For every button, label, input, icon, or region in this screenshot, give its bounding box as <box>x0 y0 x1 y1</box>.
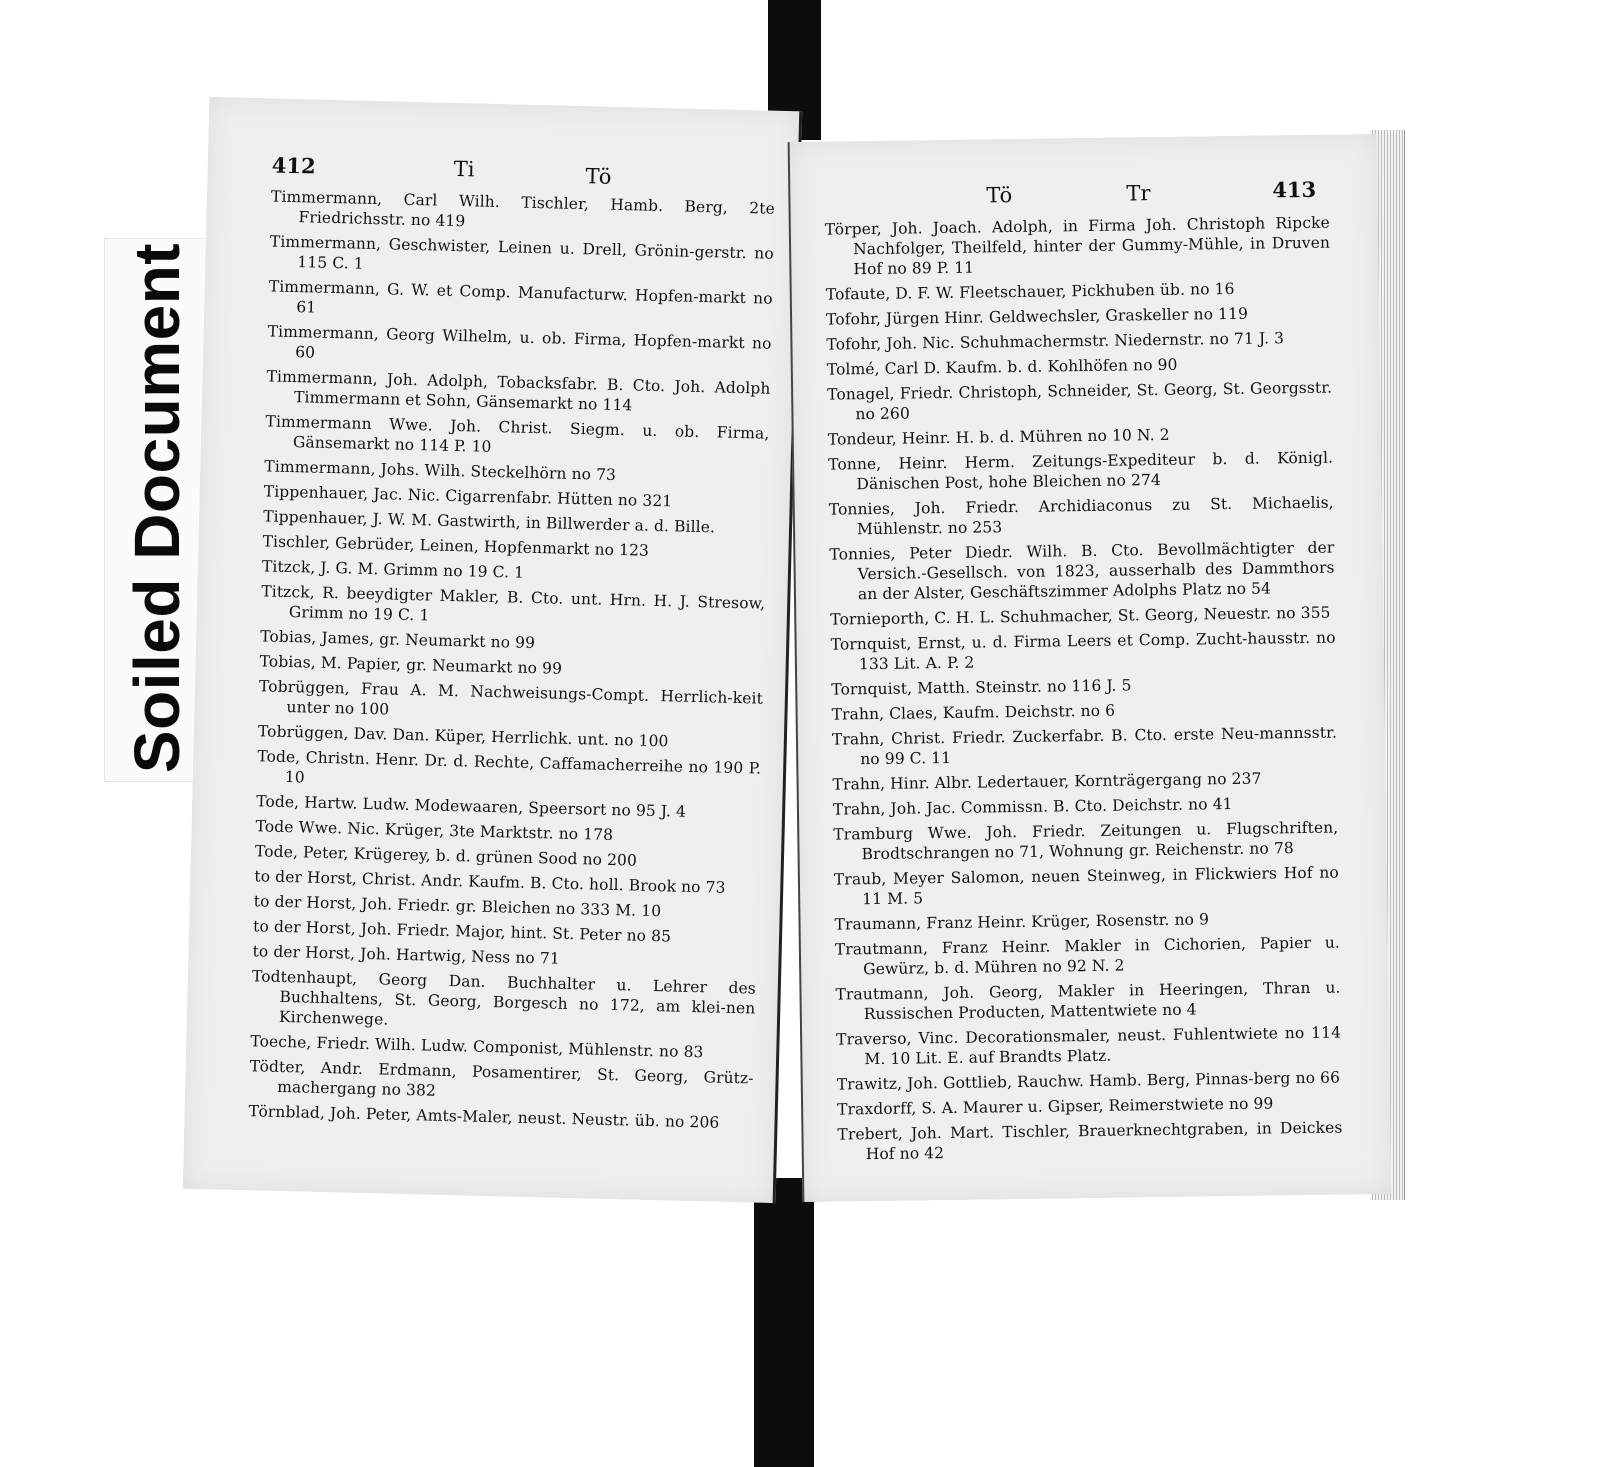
directory-entry: Trawitz, Joh. Gottlieb, Rauchw. Hamb. Berg, Pinnas-berg no 66 <box>836 1068 1341 1094</box>
directory-entry: Tondeur, Heinr. H. b. d. Mühren no 10 N. 2 <box>827 425 1170 449</box>
directory-entry: Tofohr, Joh. Nic. Schuhmachermstr. Niedernstr. no 71 J. 3 <box>826 329 1285 354</box>
directory-entry: Timmermann, Joh. Adolph, Tobacksfabr. B. Cto. Joh. Adolph Timmermann et Sohn, Gänsemarkt no 114 <box>266 367 771 415</box>
left-entry-list <box>248 186 775 1138</box>
directory-entry: Tode, Peter, Krügerey, b. d. grünen Sood no 200 <box>254 842 638 870</box>
directory-entry: Tonne, Heinr. Herm. Zeitungs-Expediteur b. d. Königl. Dänischen Post, hohe Bleichen no 274 <box>828 448 1334 494</box>
soiled-document-label-text: Soiled Document <box>121 242 193 774</box>
directory-entry: Tippenhauer, J. W. M. Gastwirth, in Billwerder a. d. Bille. <box>262 507 716 537</box>
directory-entry: Törnblad, Joh. Peter, Amts-Maler, neust. Neustr. üb. no 206 <box>248 1102 720 1132</box>
right-entry-list <box>825 213 1343 1170</box>
directory-entry: Tramburg Wwe. Joh. Friedr. Zeitungen u. Flugschriften, Brodtschrangen no 71, Wohnung gr. Reichenstr. no 78 <box>833 818 1339 864</box>
directory-entry: Tobias, M. Papier, gr. Neumarkt no 99 <box>259 652 563 678</box>
directory-entry: Traub, Meyer Salomon, neuen Steinweg, in Flickwiers Hof no 11 M. 5 <box>833 863 1340 909</box>
directory-entry: Trebert, Joh. Mart. Tischler, Brauerknechtgraben, in Deickes Hof no 42 <box>837 1118 1343 1164</box>
left-guide-word-last: Tö <box>585 164 612 189</box>
directory-entry: Tischler, Gebrüder, Leinen, Hopfenmarkt no 123 <box>262 532 650 560</box>
directory-entry: Tode Wwe. Nic. Krüger, 3te Marktstr. no 178 <box>255 817 614 844</box>
directory-entry: Traverso, Vinc. Decorationsmaler, neust. Fuhlentwiete no 114 M. 10 Lit. E. auf Brandts Platz. <box>836 1023 1342 1069</box>
directory-entry: Trautmann, Franz Heinr. Makler in Cichorien, Papier u. Gewürz, b. d. Mühren no 92 N. 2 <box>834 933 1340 979</box>
directory-entry: Törper, Joh. Joach. Adolph, in Firma Joh. Christoph Ripcke Nachfolger, Theilfeld, hinter der Gummy-Mühle, in Druven Hof no 89 P. 11 <box>824 213 1331 279</box>
directory-entry: Tonnies, Joh. Friedr. Archidiaconus zu St. Michaelis, Mühlenstr. no 253 <box>828 493 1334 539</box>
directory-entry: Timmermann, Carl Wilh. Tischler, Hamb. Berg, 2te Friedrichsstr. no 419 <box>270 187 776 231</box>
binding-strap-bottom <box>754 1178 814 1467</box>
directory-entry: Todtenhaupt, Georg Dan. Buchhalter u. Lehrer des Buchhaltens, St. Georg, Borgesch no 172, am klei-nen Kirchenwege. <box>251 967 757 1029</box>
directory-entry: Tonagel, Friedr. Christoph, Schneider, St. Georg, St. Georgsstr. no 260 <box>827 378 1333 424</box>
directory-entry: Tofaute, D. F. W. Fleetschauer, Pickhuben üb. no 16 <box>825 279 1235 304</box>
right-guide-word-first: Tö <box>986 183 1013 208</box>
right-page-number: 413 <box>1272 176 1317 203</box>
directory-entry: Timmermann, G. W. et Comp. Manufacturw. Hopfen-markt no 61 <box>268 277 773 317</box>
left-page <box>183 97 803 1203</box>
directory-entry: Tode, Christn. Henr. Dr. d. Rechte, Caffamacherreihe no 190 P. 10 <box>257 747 762 787</box>
directory-entry: to der Horst, Christ. Andr. Kaufm. B. Cto. holl. Brook no 73 <box>254 867 726 897</box>
right-guide-word-last: Tr <box>1126 181 1151 206</box>
directory-entry: Tippenhauer, Jac. Nic. Cigarrenfabr. Hütten no 321 <box>263 482 673 511</box>
directory-entry: Tobrüggen, Dav. Dan. Küper, Herrlichk. unt. no 100 <box>257 722 669 751</box>
directory-entry: Titzck, R. beeydigter Makler, B. Cto. unt. Hrn. H. J. Stresow, Grimm no 19 C. 1 <box>261 582 766 625</box>
directory-entry: Timmermann, Johs. Wilh. Steckelhörn no 73 <box>264 457 617 484</box>
directory-entry: Trahn, Christ. Friedr. Zuckerfabr. B. Cto. erste Neu-mannsstr. no 99 C. 11 <box>831 723 1338 769</box>
right-page <box>788 134 1392 1202</box>
directory-entry: Toeche, Friedr. Wilh. Ludw. Componist, Mühlenstr. no 83 <box>250 1032 704 1062</box>
directory-entry: Tornieporth, C. H. L. Schuhmacher, St. Georg, Neuestr. no 355 <box>830 603 1331 629</box>
directory-entry: Trahn, Claes, Kaufm. Deichstr. no 6 <box>831 701 1116 724</box>
left-page-number: 412 <box>271 152 316 179</box>
directory-entry: to der Horst, Joh. Friedr. gr. Bleichen no 333 M. 10 <box>253 892 662 921</box>
directory-entry: Tode, Hartw. Ludw. Modewaaren, Speersort no 95 J. 4 <box>256 792 687 821</box>
directory-entry: to der Horst, Joh. Friedr. Major, hint. St. Peter no 85 <box>252 917 672 946</box>
directory-entry: Tornquist, Ernst, u. d. Firma Leers et Comp. Zucht-hausstr. no 133 Lit. A. P. 2 <box>830 628 1336 674</box>
directory-entry: Tobrüggen, Frau A. M. Nachweisungs-Compt. Herrlich-keit unter no 100 <box>258 677 764 719</box>
directory-entry: Tonnies, Peter Diedr. Wilh. B. Cto. Bevollmächtigter der Versich.-Gesellsch. von 1823, ausserhalb des Dammthors an der Alster, Geschäftszimmer Adolphs Platz no 54 <box>829 538 1335 604</box>
directory-entry: Timmermann Wwe. Joh. Christ. Siegm. u. ob. Firma, Gänsemarkt no 114 P. 10 <box>265 412 770 456</box>
directory-entry: Tornquist, Matth. Steinstr. no 116 J. 5 <box>831 676 1132 699</box>
directory-entry: Tödter, Andr. Erdmann, Posamentirer, St. Georg, Grütz-machergang no 382 <box>249 1057 754 1100</box>
left-guide-word-first: Ti <box>453 156 475 182</box>
directory-entry: Titzck, J. G. M. Grimm no 19 C. 1 <box>261 557 525 582</box>
directory-entry: Traumann, Franz Heinr. Krüger, Rosenstr. no 9 <box>834 910 1210 934</box>
directory-entry: Trautmann, Joh. Georg, Makler in Heeringen, Thran u. Russischen Producten, Mattentwiete no 4 <box>835 978 1341 1024</box>
directory-entry: Traxdorff, S. A. Maurer u. Gipser, Reimerstwiete no 99 <box>837 1094 1274 1119</box>
directory-entry: Trahn, Hinr. Albr. Ledertauer, Kornträgergang no 237 <box>832 769 1262 794</box>
directory-entry: Timmermann, Geschwister, Leinen u. Drell, Grönin-gerstr. no 115 C. 1 <box>269 232 774 273</box>
directory-entry: Tolmé, Carl D. Kaufm. b. d. Kohlhöfen no 90 <box>826 355 1178 379</box>
directory-entry: Trahn, Joh. Jac. Commissn. B. Cto. Deichstr. no 41 <box>832 795 1233 819</box>
directory-entry: to der Horst, Joh. Hartwig, Ness no 71 <box>252 942 561 968</box>
directory-entry: Tofohr, Jürgen Hinr. Geldwechsler, Graskeller no 119 <box>825 304 1249 329</box>
directory-entry: Tobias, James, gr. Neumarkt no 99 <box>260 627 536 653</box>
directory-entry: Timmermann, Georg Wilhelm, u. ob. Firma, Hopfen-markt no 60 <box>267 322 772 362</box>
